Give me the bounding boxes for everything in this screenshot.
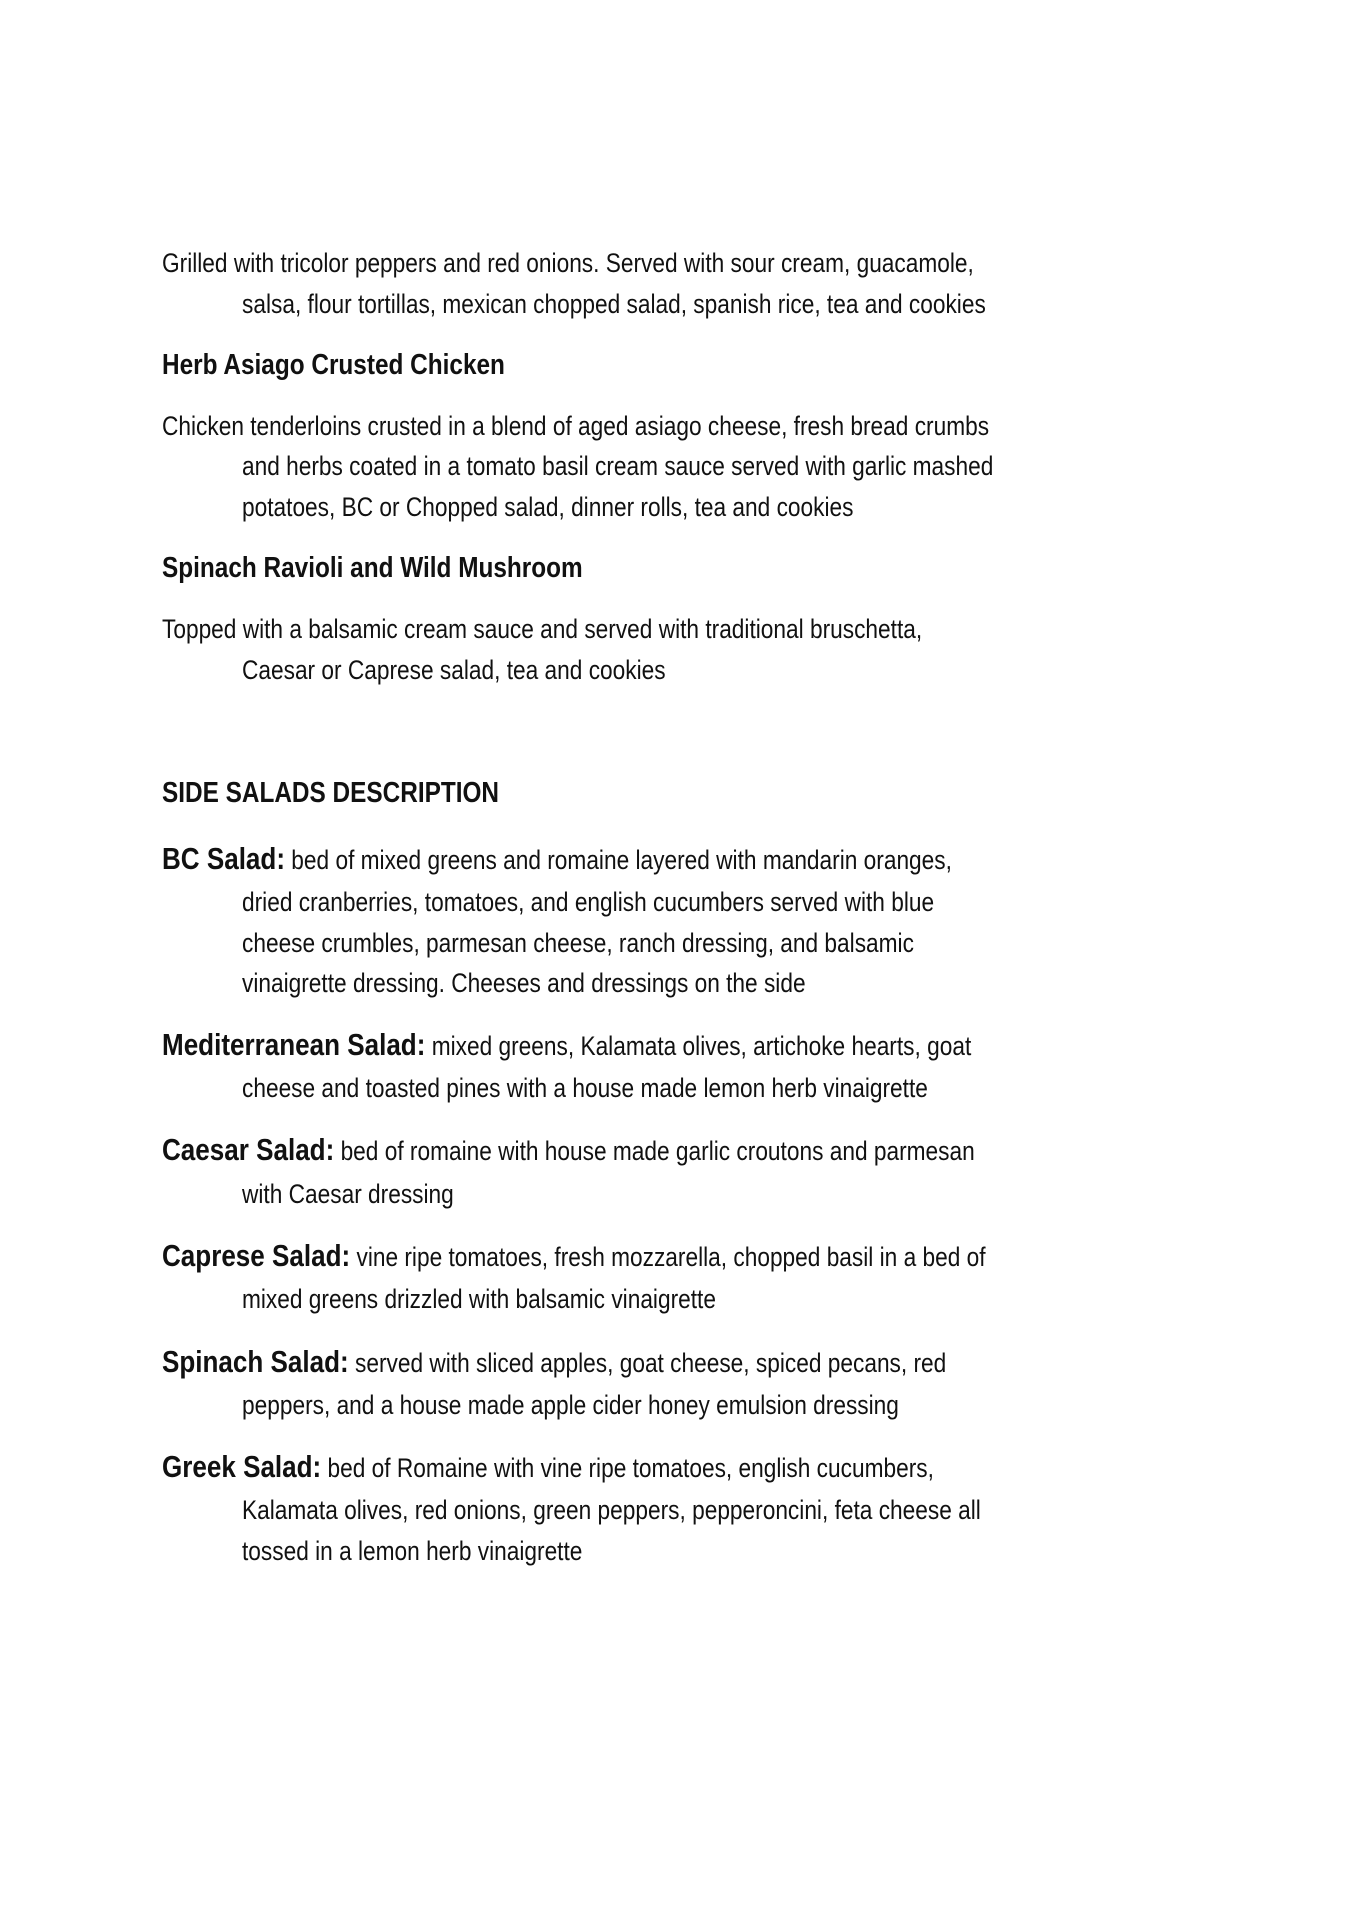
description-line: bed of Romaine with vine ripe tomatoes, english cucumbers,: [327, 1453, 934, 1483]
description-line: Grilled with tricolor peppers and red onions. Served with sour cream, guacamole,: [162, 248, 974, 278]
salad-first-line: [162, 839, 952, 879]
description-line: vinaigrette dressing. Cheeses and dressings on the side: [242, 968, 806, 998]
salad-name: Caesar Salad:: [162, 1132, 335, 1167]
description-line: and herbs coated in a tomato basil cream sauce served with garlic mashed: [242, 451, 994, 481]
description-line: vine ripe tomatoes, fresh mozzarella, chopped basil in a bed of: [356, 1242, 986, 1272]
description-line: dried cranberries, tomatoes, and english cucumbers served with blue: [242, 887, 935, 917]
description-line: bed of mixed greens and romaine layered with mandarin oranges,: [291, 845, 952, 875]
salad-name: Spinach Salad:: [162, 1344, 349, 1379]
salad-first-line: [162, 1236, 986, 1276]
salad-first-line: [162, 1447, 934, 1487]
description-line: Topped with a balsamic cream sauce and served with traditional bruschetta,: [162, 614, 923, 644]
menu-item-title: Herb Asiago Crusted Chicken: [162, 349, 505, 381]
salad-name: Caprese Salad:: [162, 1238, 351, 1273]
description-line: cheese crumbles, parmesan cheese, ranch dressing, and balsamic: [242, 928, 914, 958]
description-line: Kalamata olives, red onions, green peppers, pepperoncini, feta cheese all: [242, 1495, 981, 1525]
section-heading: SIDE SALADS DESCRIPTION: [162, 777, 500, 809]
description-line: mixed greens, Kalamata olives, artichoke hearts, goat: [431, 1031, 972, 1061]
description-line: Caesar or Caprese salad, tea and cookies: [242, 655, 666, 685]
description-line: with Caesar dressing: [242, 1179, 454, 1209]
description-line: served with sliced apples, goat cheese, spiced pecans, red: [354, 1348, 947, 1378]
description-line: tossed in a lemon herb vinaigrette: [242, 1536, 583, 1566]
salad-first-line: [162, 1130, 975, 1170]
description-line: salsa, flour tortillas, mexican chopped salad, spanish rice, tea and cookies: [242, 289, 986, 319]
description-line: mixed greens drizzled with balsamic vinaigrette: [242, 1284, 716, 1314]
salad-name: BC Salad:: [162, 841, 285, 876]
description-line: peppers, and a house made apple cider honey emulsion dressing: [242, 1390, 899, 1420]
salad-name: Greek Salad:: [162, 1449, 322, 1484]
description-line: Chicken tenderloins crusted in a blend of aged asiago cheese, fresh bread crumbs: [162, 411, 990, 441]
menu-item-title: Spinach Ravioli and Wild Mushroom: [162, 552, 583, 584]
salad-name: Mediterranean Salad:: [162, 1027, 426, 1062]
description-line: potatoes, BC or Chopped salad, dinner rolls, tea and cookies: [242, 492, 854, 522]
description-line: bed of romaine with house made garlic croutons and parmesan: [340, 1136, 975, 1166]
salad-first-line: [162, 1025, 971, 1065]
salad-first-line: [162, 1342, 946, 1382]
description-line: cheese and toasted pines with a house made lemon herb vinaigrette: [242, 1073, 928, 1103]
